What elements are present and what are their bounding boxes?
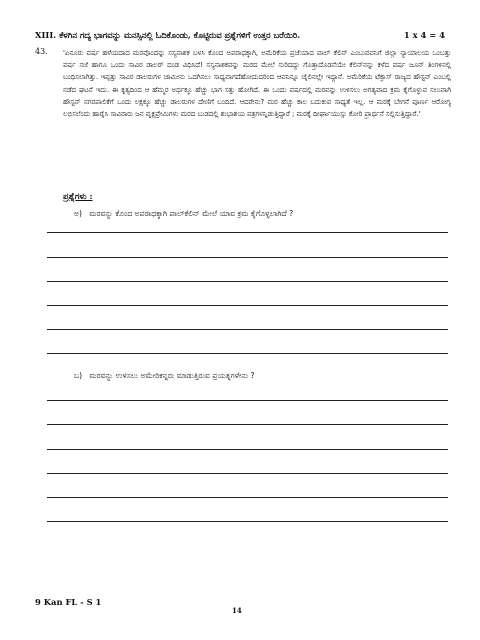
paper-code: 9 Kan FL - S 1: [35, 597, 102, 607]
answer-line[interactable]: [47, 329, 448, 330]
answer-line[interactable]: [47, 400, 448, 401]
page-number: 14: [232, 606, 242, 615]
sub-question-b: [74, 371, 254, 381]
sub-question-text: ಮರವನ್ನು ಉಳಿಸಲು ಅಮೇರಿಕನ್ನರು ಮಾಡುತ್ತಿರುವ ಪ್ರಯತ್ನಗಳೇನು ?: [89, 371, 255, 380]
questions-heading: ಪ್ರಶ್ನೆಗಳು :: [63, 191, 93, 201]
sub-question-text: ಮರವನ್ನು ಕೊಂದ ಅಪರಾಧಕ್ಕಾಗಿ ಪಾಲ್‌ಕೆಲಿನ್ ಮೇಲೆ ಯಾವ ಕ್ರಮ ಕೈಗೊಳ್ಳಲಾಗಿದೆ ?: [89, 209, 294, 218]
question-number: 43.: [35, 47, 48, 56]
marks-allocation: 1 x 4 = 4: [403, 30, 445, 40]
answer-line[interactable]: [47, 473, 448, 474]
answer-line[interactable]: [47, 497, 448, 498]
answer-line[interactable]: [47, 424, 448, 425]
answer-line[interactable]: [47, 281, 448, 282]
sub-question-label: ಬ): [74, 371, 83, 380]
answer-line[interactable]: [47, 257, 448, 258]
sub-question-label: ಅ): [74, 209, 82, 218]
passage-text: 'ಏನೂರು ವರ್ಷ ಹಳೆಯದಾದ ಮರವೊಂದನ್ನು ಸಸ್ಯನಾಶಕ ಬಳಸಿ ಕೊಂದ ಅಪರಾಧಕ್ಕಾಗಿ, ಅಮೆರಿಕೆಯ ಪ್ರಜೆಯಾದ ಪಾಲ್ ಕೆಲಿನ್ ಎಂಬುವವನಿಗೆ ಜಿಲ್ಲಾ ನ್ಯಾಯಾಲಯ ಒಂಬತ್ತು ವರ್ಷ ಸಜೆ ಹಾಗೂ ಒಂದು ಸಾವಿರ ಡಾಲರ್ ದಂಡ ವಿಧಿಸಿದೆ! ಸಸ್ಯನಾಶಕವನ್ನು ಮರದ ಮೇಲೆ ಸುರಿದದ್ದು ಗೊತ್ತಾದೊಡನೆಯೇ ಕೆಲಿನ್‌ನನ್ನು ಕಳೆದ ವರ್ಷ ಜೂನ್ ತಿಂಗಳಿನಲ್ಲಿ ಬಂಧಿಸಲಾಗಿತ್ತು. ಇಪ್ಪತ್ತು ಸಾವಿರ ಡಾಲರುಗಳ ಜಾಮೀನು ಒದಗಿಸಲು ಸಾಧ್ಯವಾಗದೆಹೋದುದರಿಂದ ಆವನಿನ್ನೂ ಜೈಲಿನಲ್ಲೇ ಇದ್ದಾನೆ. ಅಮೆರಿಕೆಯ ಟೆಕ್ಸಾಸ್ ರಾಜ್ಯದ ಹೌಸ್ಟನ್ ಎಂಬಲ್ಲಿ ನಡೆದ ಘಟನೆ ಇದು. ಈ ಕೃತ್ಯದಿಂದ ಆ ಹೆಮ್ಮರ ಅರ್ಧಕ್ಕೂ ಹೆಚ್ಚು ಭಾಗ ಸತ್ತು ಹೋಗಿದೆ. ಈ ಒಂದು ವರ್ಷದಲ್ಲಿ ಮರವನ್ನು ಉಳಿಸಲು ಅಗತ್ಯವಾದ ಕ್ರಮ ಕೈಗೊಳ್ಳುವ ಸಲುವಾಗಿ ಹೌಸ್ಟನ್ ನಗರಪಾಲಿಕೆಗೆ ಒಂದು ಲಕ್ಷಕ್ಕೂ ಹೆಚ್ಚು ಡಾಲರುಗಳ ದೇಣಿಗೆ ಬಂದಿದೆ. ಆದರೇನು? ಮರ ಹೆಚ್ಚು ಕಾಲ ಬದುಕುವ ಸಾಧ್ಯತೆ ಇಲ್ಲ. ಆ ಮರಕ್ಕೆ ಬೇಗನೆ ಪೂರ್ಣ ಆರೋಗ್ಯ ಲಭಿಸಲೆಂದು ಹಾರೈಸಿ ಸಾವಿರಾರು ಜನ ವೃಕ್ಷಪ್ರೇಮಿಗಳು ಮರದ ಬುಡದಲ್ಲಿ ಶುಭಾಶಯ ಪತ್ರಗಳನ್ನಿಡುತ್ತಿದ್ದಾರೆ ; ಮರಕ್ಕೆ ದೀರ್ಘಾಯುಸ್ಸು ಕೋರಿ ಪ್ರಾರ್ಥನೆ ಸಲ್ಲಿಸುತ್ತಿದ್ದಾರೆ.': [63, 49, 451, 119]
answer-line[interactable]: [47, 232, 448, 233]
answer-line[interactable]: [47, 305, 448, 306]
section-title: XIII. ಕೆಳಗಿನ ಗದ್ಯ ಭಾಗವನ್ನು ಮನಸ್ಸಿನಲ್ಲಿ ಓದಿಕೊಂಡು, ಕೊಟ್ಟಿರುವ ಪ್ರಶ್ನೆಗಳಿಗೆ ಉತ್ತರ ಬರೆಯಿರಿ.: [35, 30, 301, 40]
answer-line[interactable]: [47, 449, 448, 450]
sub-question-a: [74, 209, 293, 219]
answer-line[interactable]: [47, 521, 448, 522]
section-heading: [35, 30, 445, 41]
answer-line[interactable]: [47, 353, 448, 354]
